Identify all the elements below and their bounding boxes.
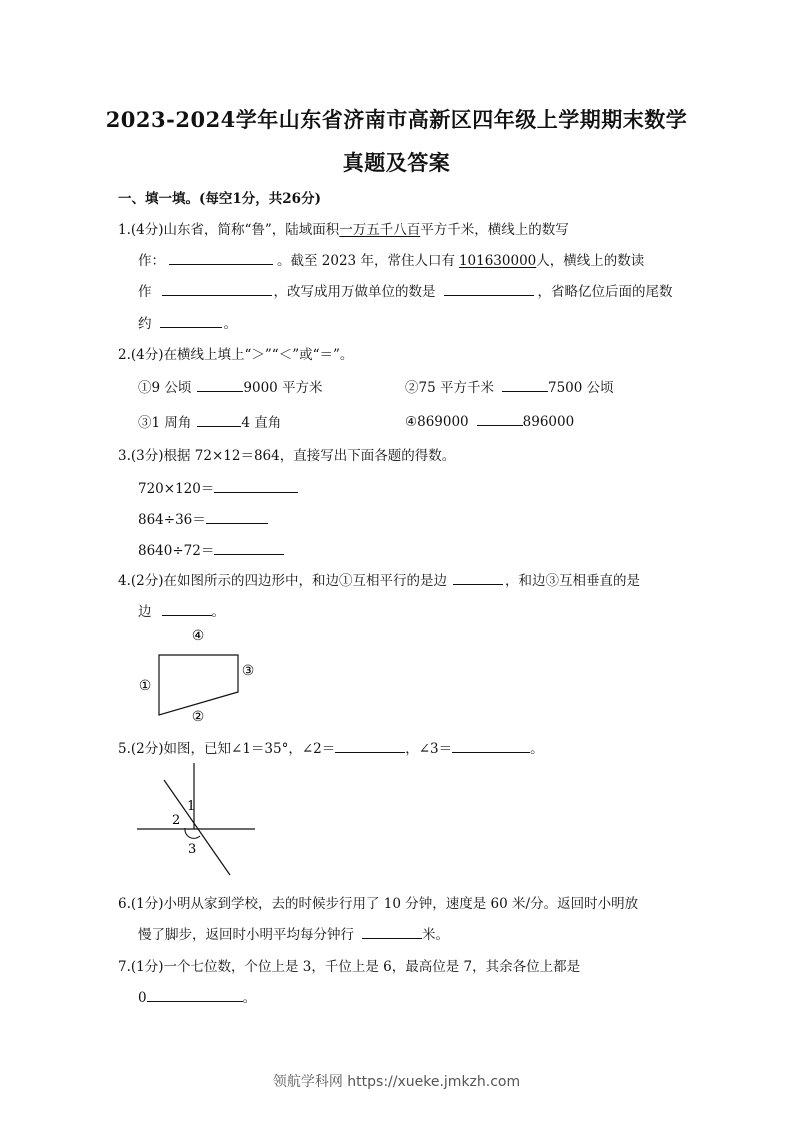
q7-text: 。 — [242, 990, 257, 1006]
q1-text: 平方千米，横线上的数写 — [420, 222, 569, 238]
q7-line2 — [138, 986, 256, 1006]
q5-text: 。 — [530, 741, 544, 757]
q6-text: 米。 — [422, 927, 449, 943]
q1-text: ，省略亿位后面的尾数 — [537, 284, 673, 300]
q2-item-text: 4 直角 — [241, 415, 282, 431]
q1-text: 作： — [138, 253, 165, 269]
answer-blank[interactable] — [452, 738, 530, 753]
answer-blank[interactable] — [214, 478, 298, 493]
q3-expression: 720×120＝ — [138, 481, 215, 497]
q2-item-text: 9000 平方米 — [243, 380, 323, 396]
q1-text: 约 — [138, 316, 152, 332]
q3-expression: 8640÷72＝ — [138, 543, 215, 559]
q4-text: 边 — [138, 604, 152, 620]
quadrilateral-shape — [159, 655, 238, 715]
edge-label-2: ② — [191, 709, 205, 725]
q2-item-text: 896000 — [522, 414, 575, 430]
q6-line1: 6.(1分)小明从家到学校，去的时候步行用了 10 分钟，速度是 60 米/分。返回时小明放 — [118, 896, 639, 912]
document-title-line1: 2023-2024学年山东省济南市高新区四年级上学期期末数学 — [105, 107, 688, 132]
answer-blank[interactable] — [214, 540, 284, 555]
answer-blank[interactable] — [147, 987, 243, 1002]
edge-label-4: ④ — [191, 628, 205, 644]
q1-text: ，改写成用万做单位的数是 — [273, 284, 436, 300]
q3-stem: 3.(3分)根据 72×12＝864，直接写出下面各题的得数。 — [118, 448, 456, 464]
q5-text: ，∠3＝ — [405, 741, 453, 757]
angle-label-1: 1 — [187, 799, 196, 814]
q3-expression: 864÷36＝ — [138, 512, 206, 528]
angle-figure — [130, 758, 270, 883]
document-title-line2: 真题及答案 — [342, 150, 451, 175]
q2-item4 — [405, 411, 574, 430]
answer-blank[interactable] — [362, 924, 422, 939]
q1-underlined-area: 一万五千八百 — [339, 222, 421, 238]
answer-blank[interactable] — [197, 377, 243, 392]
answer-blank[interactable] — [444, 281, 534, 296]
q1-text: 。截至 2023 年，常住人口有 — [277, 253, 455, 269]
q4-text: ，和边③互相垂直的是 — [505, 573, 641, 589]
q6-text: 慢了脚步，返回时小明平均每分钟行 — [138, 927, 354, 943]
q1-underlined-population: 101630000 — [458, 253, 537, 269]
section-header: 一、填一填。(每空1分，共26分) — [118, 191, 321, 207]
answer-blank[interactable] — [206, 509, 268, 524]
q3-expr3 — [138, 539, 284, 559]
q4-line2 — [138, 600, 225, 620]
answer-blank[interactable] — [160, 313, 222, 328]
q4-text: 。 — [211, 604, 225, 620]
q3-expr1 — [138, 477, 298, 497]
q2-item1 — [138, 376, 323, 396]
angle-label-3: 3 — [188, 842, 197, 857]
q2-item3 — [138, 411, 281, 431]
q1-text: 人，横线上的数读 — [536, 253, 645, 269]
q5-line — [118, 737, 544, 757]
edge-label-3: ③ — [241, 663, 255, 679]
q7-line1: 7.(1分)一个七位数，个位上是 3，千位上是 6，最高位是 7，其余各位上都是 — [118, 959, 581, 975]
q1-line1 — [118, 218, 569, 238]
edge-label-1: ① — [138, 678, 152, 694]
q6-line2 — [138, 923, 449, 943]
q2-item-text: ④869000 — [405, 414, 469, 430]
q1-text: 。 — [223, 316, 237, 332]
quadrilateral-figure — [130, 625, 270, 725]
answer-blank[interactable] — [162, 281, 272, 296]
angle-label-2: 2 — [172, 813, 181, 828]
answer-blank[interactable] — [169, 250, 273, 265]
q2-item-text: ②75 平方千米 — [405, 380, 494, 396]
q1-line3 — [138, 280, 673, 300]
q1-line4 — [138, 312, 237, 332]
q7-text: 0 — [138, 990, 147, 1006]
q4-line1 — [118, 569, 640, 589]
q2-item2 — [405, 376, 614, 396]
q3-expr2 — [138, 508, 268, 528]
q2-item-text: 7500 公顷 — [547, 380, 614, 396]
q1-line2 — [138, 249, 644, 269]
q2-item-text: ③1 周角 — [138, 415, 192, 431]
q4-text: 4.(2分)在如图所示的四边形中，和边①互相平行的是边 — [118, 573, 448, 589]
answer-blank[interactable] — [502, 377, 548, 392]
answer-blank[interactable] — [197, 412, 241, 427]
answer-blank[interactable] — [477, 411, 523, 426]
answer-blank[interactable] — [453, 570, 503, 585]
footer-watermark: 领航学科网 https://xueke.jmkzh.com — [272, 1074, 521, 1090]
answer-blank[interactable] — [162, 601, 212, 616]
q1-text: 作 — [138, 284, 152, 300]
q2-stem: 2.(4分)在横线上填上“＞”“＜”或“＝”。 — [118, 347, 354, 363]
q1-text: 1.(4分)山东省，简称“鲁”，陆域面积 — [118, 222, 340, 238]
q2-item-text: ①9 公顷 — [138, 380, 192, 396]
q5-text: 5.(2分)如图，已知∠1＝35°，∠2＝ — [118, 741, 336, 757]
answer-blank[interactable] — [335, 738, 405, 753]
